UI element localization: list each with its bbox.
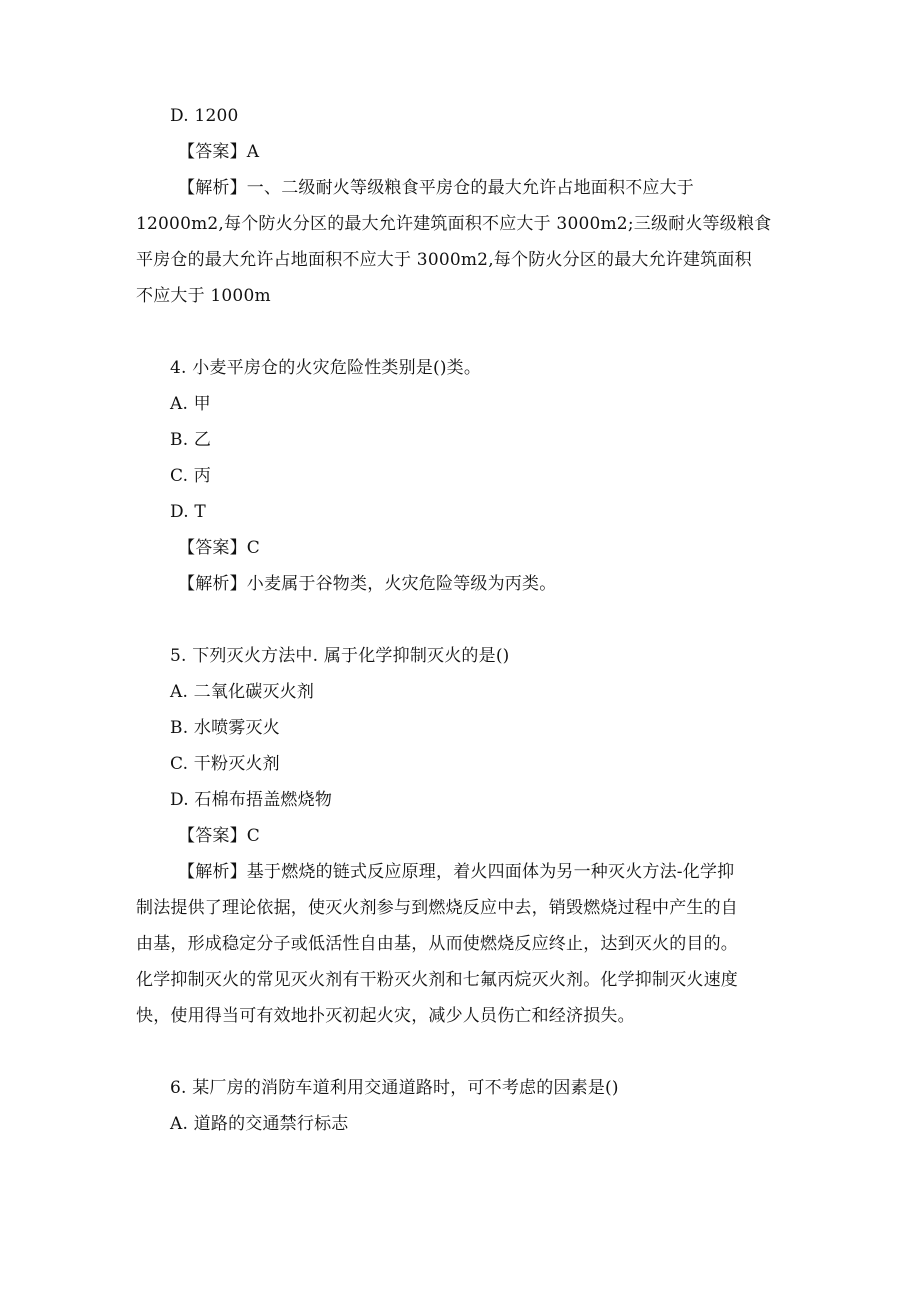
q5-analysis-line-5: 快，使用得当可有效地扑灭初起火灾，减少人员伤亡和经济损失。 bbox=[136, 1006, 635, 1026]
q3-option-d: D. 1200 bbox=[170, 106, 239, 126]
q3-answer: 【答案】A bbox=[178, 142, 260, 162]
q4-option-c: C. 丙 bbox=[170, 466, 212, 486]
q5-option-d: D. 石棉布捂盖燃烧物 bbox=[170, 790, 333, 810]
q3-analysis-line-1: 【解析】一、二级耐火等级粮食平房仓的最大允许占地面积不应大于 bbox=[178, 178, 694, 198]
q5-option-a: A. 二氧化碳灭火剂 bbox=[170, 682, 315, 702]
q5-option-b: B. 水喷雾灭火 bbox=[170, 718, 280, 738]
q3-analysis-line-3: 平房仓的最大允许占地面积不应大于 3000m2,每个防火分区的最大允许建筑面积 bbox=[136, 250, 752, 270]
q6-option-a: A. 道路的交通禁行标志 bbox=[170, 1114, 349, 1134]
q3-analysis-line-2: 12000m2,每个防火分区的最大允许建筑面积不应大于 3000m2;三级耐火等级粮食 bbox=[136, 214, 772, 234]
q4-option-b: B. 乙 bbox=[170, 430, 212, 450]
q4-analysis: 【解析】小麦属于谷物类，火灾危险等级为丙类。 bbox=[178, 574, 557, 594]
q5-analysis-line-4: 化学抑制灭火的常见灭火剂有干粉灭火剂和七氟丙烷灭火剂。化学抑制灭火速度 bbox=[136, 970, 738, 990]
q4-option-d: D. T bbox=[170, 502, 206, 522]
q4-option-a: A. 甲 bbox=[170, 394, 211, 414]
q4-question: 4. 小麦平房仓的火灾危险性类别是()类。 bbox=[170, 358, 482, 378]
q3-analysis-line-4: 不应大于 1000m bbox=[136, 286, 271, 306]
q6-question: 6. 某厂房的消防车道利用交通道路时，可不考虑的因素是() bbox=[170, 1078, 619, 1098]
q5-question: 5. 下列灭火方法中. 属于化学抑制灭火的是() bbox=[170, 646, 510, 666]
q5-analysis-line-3: 由基，形成稳定分子或低活性自由基，从而使燃烧反应终止，达到灭火的目的。 bbox=[136, 934, 738, 954]
q5-answer: 【答案】C bbox=[178, 826, 261, 846]
q5-option-c: C. 干粉灭火剂 bbox=[170, 754, 280, 774]
q5-analysis-line-1: 【解析】基于燃烧的链式反应原理，着火四面体为另一种灭火方法-化学抑 bbox=[178, 862, 735, 882]
q4-answer: 【答案】C bbox=[178, 538, 261, 558]
q5-analysis-line-2: 制法提供了理论依据，使灭火剂参与到燃烧反应中去，销毁燃烧过程中产生的自 bbox=[136, 898, 738, 918]
